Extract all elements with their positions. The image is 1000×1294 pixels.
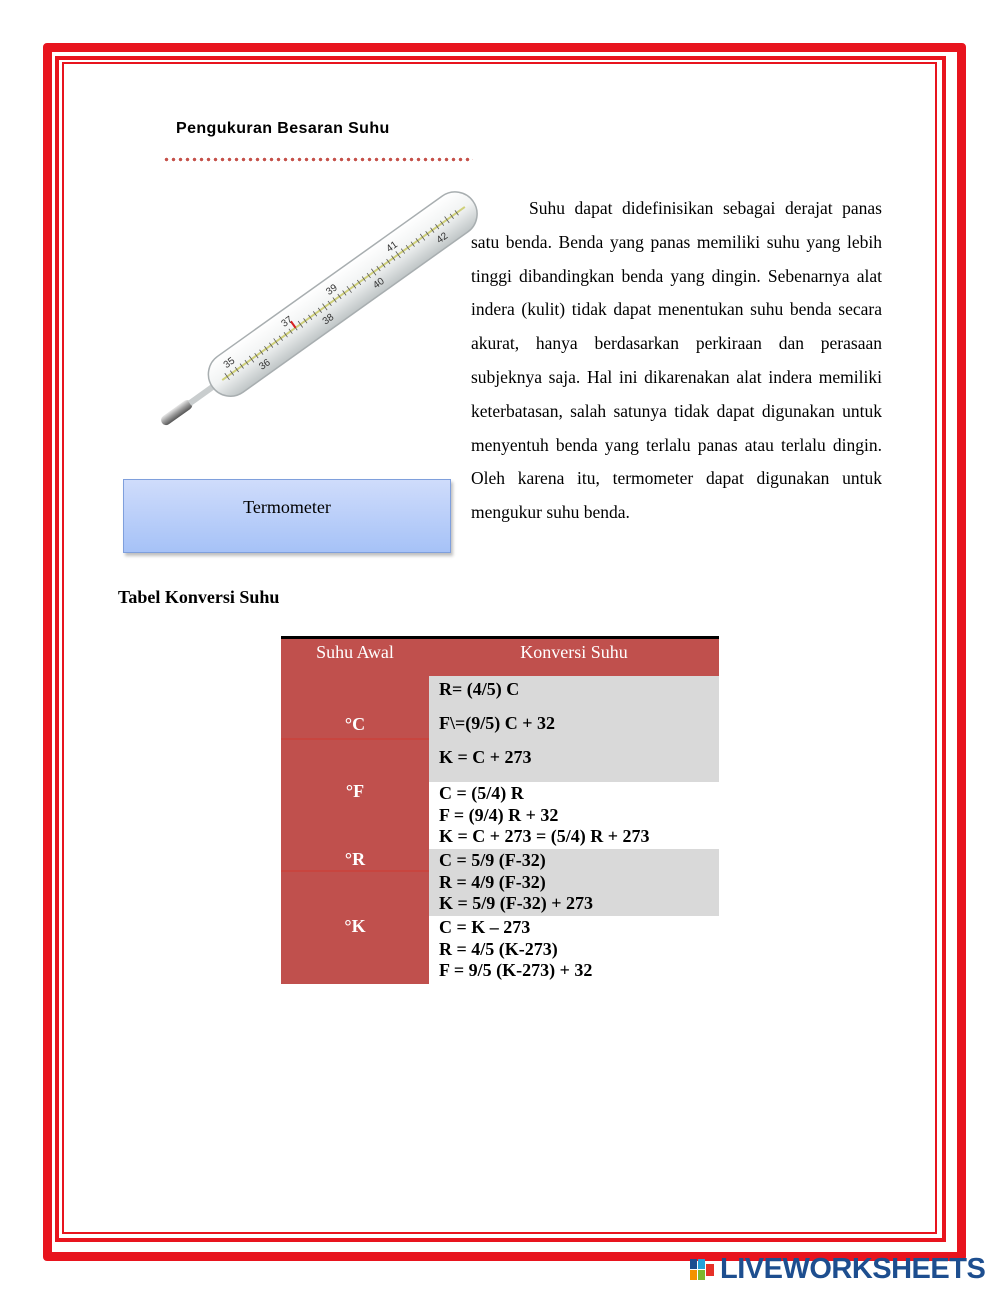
formula: R = 4/9 (F-32) <box>439 872 546 892</box>
conversion-table <box>281 636 719 984</box>
formula: K = 5/9 (F-32) + 273 <box>439 893 593 913</box>
formula: C = (5/4) R <box>439 783 524 803</box>
table-row <box>429 782 719 849</box>
table-header-cell: Konversi Suhu <box>520 642 628 662</box>
formula: R = 4/5 (K-273) <box>439 939 558 959</box>
thermometer-image <box>140 170 480 440</box>
thermometer-label: 36 <box>257 357 273 373</box>
formula: C = 5/9 (F-32) <box>439 850 546 870</box>
table-heading: Tabel Konversi Suhu <box>118 587 280 607</box>
table-row <box>429 676 719 782</box>
unit-cell: °K <box>344 916 366 936</box>
liveworksheets-wordmark: LIVEWORKSHEETS <box>720 1253 986 1285</box>
thermometer-label: 41 <box>384 239 400 255</box>
thermometer-label: 40 <box>371 275 387 292</box>
formula: F = 9/5 (K-273) + 32 <box>439 960 593 980</box>
page-title: Pengukuran Besaran Suhu <box>176 120 390 137</box>
table-row <box>429 916 719 984</box>
unit-cell: °R <box>344 849 366 869</box>
formula: K = C + 273 = (5/4) R + 273 <box>439 826 650 846</box>
formula: K = C + 273 <box>439 747 532 767</box>
liveworksheets-logo-icon <box>690 1259 716 1281</box>
table-header-cell: Suhu Awal <box>316 642 394 662</box>
thermometer-bulb <box>159 398 194 427</box>
body-paragraph: Suhu dapat didefinisikan sebagai derajat panas satu benda. Benda yang panas memiliki suhu yang lebih tinggi dibandingkan benda yang dingin. Sebenarnya alat indera (kulit) tidak dapat menentukan suhu benda secara akurat, hanya berdasarkan perkiraan dan perasaan subjeknya saja. Hal ini dikarenakan alat indera memiliki keterbatasan, salah satunya tidak dapat digunakan untuk menyentuh benda yang terlalu panas atau terlalu dingin. Oleh karena itu, termometer dapat digunakan untuk mengukur suhu benda. <box>471 198 882 523</box>
formula: R= (4/5) C <box>439 679 520 699</box>
formula: F\=(9/5) C + 32 <box>439 713 555 733</box>
thermometer-label: 39 <box>324 282 340 298</box>
table-row <box>429 849 719 916</box>
thermometer-label: 42 <box>434 230 451 247</box>
image-caption-box <box>123 479 451 553</box>
unit-cell: °F <box>345 781 365 801</box>
thermometer-label: 37 <box>279 314 295 330</box>
thermometer-label: 35 <box>221 355 238 371</box>
row-separator <box>281 738 429 740</box>
table-header-row <box>281 639 719 676</box>
formula: F = (9/4) R + 32 <box>439 805 559 825</box>
formula: C = K – 273 <box>439 917 531 937</box>
row-separator <box>281 870 429 872</box>
image-caption: Termometer <box>243 497 331 517</box>
unit-cell: °C <box>344 714 366 734</box>
thermometer-label: 38 <box>320 311 337 328</box>
title-dotted-underline <box>163 157 473 162</box>
thermometer-glass <box>200 183 480 405</box>
